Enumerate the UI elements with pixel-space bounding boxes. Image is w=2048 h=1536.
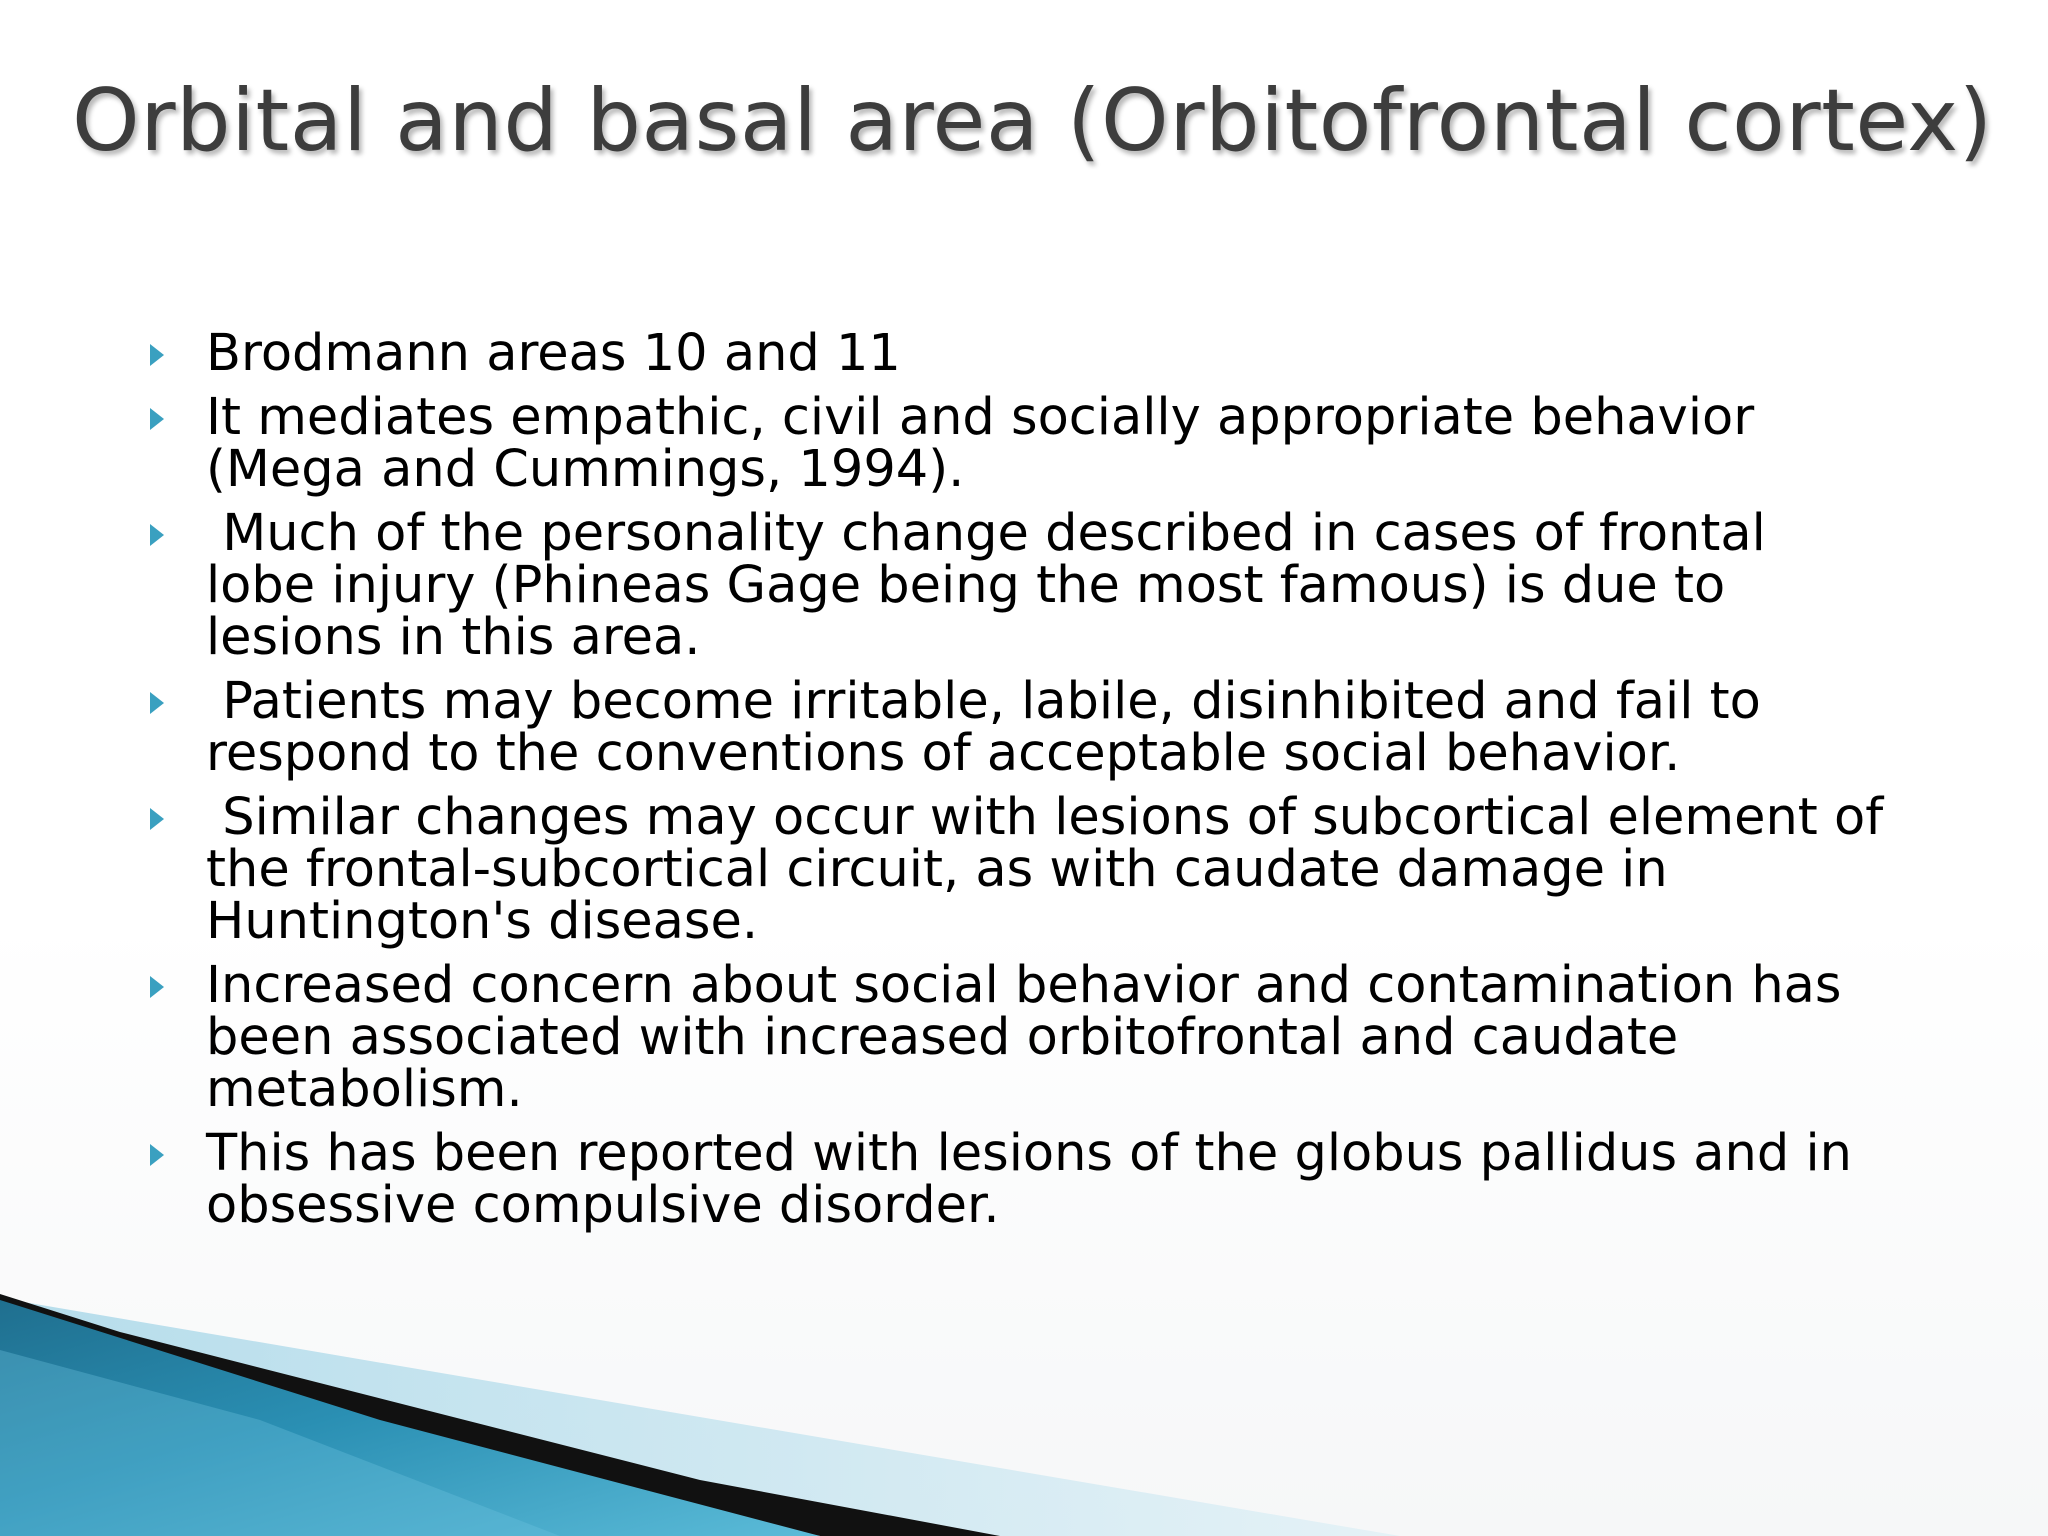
bullet-text: Patients may become irritable, labile, disinhibited and fail to respond to the conventions of acceptable social behavior. — [206, 672, 1761, 783]
triangle-right-icon — [150, 692, 164, 714]
bullet-item — [150, 956, 1950, 1119]
bullet-text: Brodmann areas 10 and 11 — [206, 324, 901, 383]
bullet-text: Much of the personality change described in cases of frontal lobe injury (Phineas Gage being the most famous) is due to lesions in this area. — [206, 504, 1766, 667]
triangle-right-icon — [150, 976, 164, 998]
bullet-item — [150, 1124, 1950, 1235]
bullet-item — [150, 504, 1950, 667]
bullet-item — [150, 788, 1950, 951]
triangle-right-icon — [150, 344, 164, 366]
corner-decoration — [0, 1270, 2048, 1536]
bullet-text: Similar changes may occur with lesions of subcortical element of the frontal-subcortical circuit, as with caudate damage in Huntington's disease. — [206, 788, 1884, 951]
bullet-text: It mediates empathic, civil and socially appropriate behavior (Mega and Cummings, 1994). — [206, 388, 1755, 499]
slide-title: Orbital and basal area (Orbitofrontal cortex) — [72, 71, 1993, 171]
triangle-right-icon — [150, 808, 164, 830]
bullet-item — [150, 388, 1950, 499]
triangle-right-icon — [150, 1144, 164, 1166]
triangle-right-icon — [150, 408, 164, 430]
bullet-list — [150, 324, 1950, 1244]
bullet-item — [150, 324, 1950, 383]
bullet-item — [150, 672, 1950, 783]
triangle-right-icon — [150, 524, 164, 546]
bullet-text: This has been reported with lesions of the globus pallidus and in obsessive compulsive disorder. — [206, 1124, 1852, 1235]
bullet-text: Increased concern about social behavior and contamination has been associated with increased orbitofrontal and caudate metabolism. — [206, 956, 1842, 1119]
